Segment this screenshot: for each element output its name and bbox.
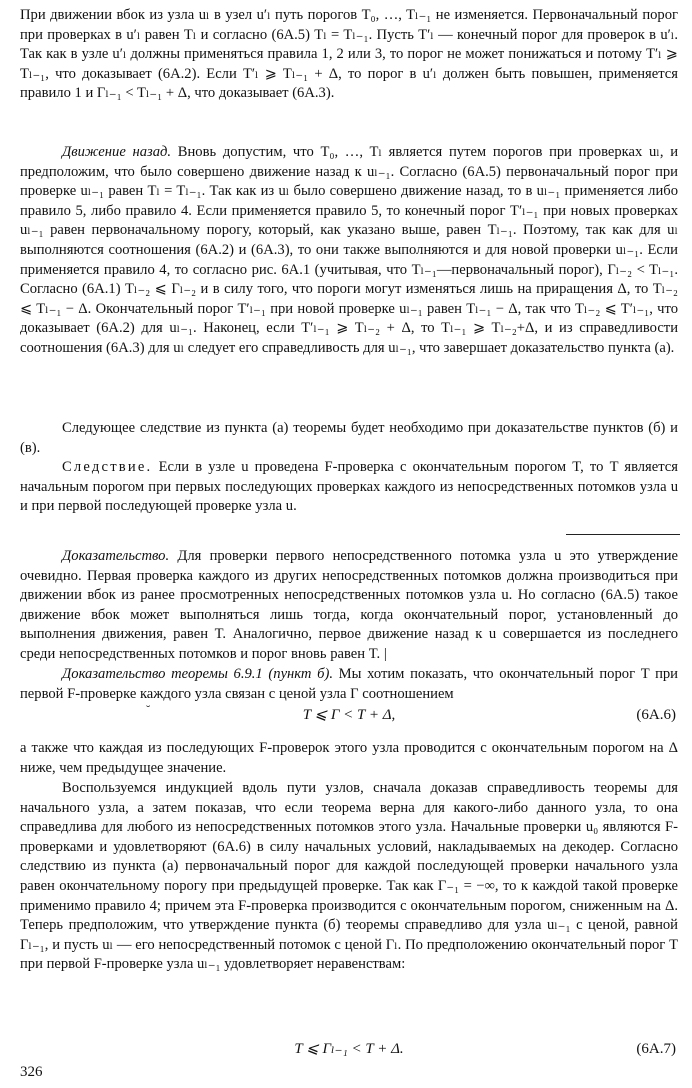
paragraph-theorem-proof	[20, 665, 678, 704]
paragraph-sideways-move	[20, 6, 678, 104]
paragraph-backward-move	[20, 143, 678, 359]
paragraph-corollary	[20, 458, 678, 517]
formula-number: (6A.7)	[636, 1041, 676, 1057]
paragraph-lead: Доказательство.	[62, 548, 170, 564]
paragraph-lead: Доказательство теоремы 6.9.1 (пункт б).	[62, 666, 333, 682]
paragraph-corollary-intro	[20, 419, 678, 458]
formula-number: (6A.6)	[636, 707, 676, 723]
paragraph-continuation	[20, 739, 678, 778]
paragraph-text: а также что каждая из последующих F-проверок этого узла проводится с окончательным порогом на Δ ниже, чем предыдущее значение.	[20, 740, 678, 776]
section-rule	[566, 534, 680, 535]
paragraph-lead: Движение назад.	[62, 144, 172, 160]
paragraph-text: Воспользуемся индукцией вдоль пути узлов, сначала доказав справедливость теоремы для начального узла, а затем показав, что если теорема верна для какого-либо данного узла, то она справедлива для любого из непосредственных потомков этого узла. Начальные проверки u₀ являются F-проверками и удовлетворяют (6A.6) в силу начальных условий, накладываемых на декодер. Согласно следствию из пункта (а) первоначальный порог для каждой последующей проверки начального узла равен окончательному порогу при предыдущей проверке. Так как Γ₋₁ = −∞, то к каждой такой проверке применимо правило 4; причем эта F-проверка производится с окончательным порогом, сниженным на Δ. Теперь предположим, что утверждение пункта (б) теоремы справедливо для узла uₗ₋₁ с ценой, равной Γₗ₋₁, и пусть uₗ — его непосредственный потомок с ценой Γₗ. По предположению окончательный порог T при первой F-проверке узла uₗ₋₁ удовлетворяет неравенствам:	[20, 780, 678, 973]
paragraph-text: При движении вбок из узла uₗ в узел u′ₗ путь порогов T₀, …, Tₗ₋₁ не изменяется. Первоначальный порог при проверках в u′ₗ равен Tₗ и согласно (6A.5) Tₗ = Tₗ₋₁. Пусть T′ₗ — конечный порог для проверок в u′ₗ. Так как в узле u′ₗ должны применяться правила 1, 2 или 3, то порог не может понижаться и потому T′ₗ ⩾ Tₗ₋₁, что доказывает (6A.2). Если T′ₗ ⩾ Tₗ₋₁ + Δ, то порог в u′ₗ должен быть повышен, применяется правило 1 и Γₗ₋₁ < Tₗ₋₁ + Δ, что доказывает (6A.3).	[20, 7, 678, 102]
paragraph-text: Вновь допустим, что T₀, …, Tₗ является путем порогов при проверках uₗ, и предположим, что было совершено движение назад к uₗ₋₁. Согласно (6A.5) первоначальный порог при проверке uₗ₋₁ равен Tₗ = Tₗ₋₁. Так как из uₗ было совершено движение назад, то в uₗ₋₁ применяется либо правило 5, либо правило 4. Если применяется правило 5, то конечный порог T′ₗ₋₁ при новых проверках uₗ₋₁ равен первоначальному порогу, который, как указано выше, равен Tₗ₋₁. Поэтому, так как для uₗ выполняются соотношения (6A.2) и (6A.3), то они также выполняются и для новой проверки uₗ₋₁. Если применяется правило 4, то согласно рис. 6A.1 (учитывая, что Tₗ₋₁—первоначальный порог), Γₗ₋₂ < Tₗ₋₁. Согласно (6A.1) Tₗ₋₂ ⩽ Γₗ₋₂ и в силу того, что пороги могут изменяться лишь на приращения Δ, то Tₗ₋₂ ⩽ Tₗ₋₁ − Δ. Окончательный порог T′ₗ₋₁ при новой проверке uₗ₋₁ равен Tₗ₋₁ − Δ, так что Tₗ₋₂ ⩽ T′ₗ₋₁, что доказывает (6A.2) для uₗ₋₁. Наконец, если T′ₗ₋₁ ⩾ Tₗ₋₂ + Δ, то Tₗ₋₁ ⩾ Tₗ₋₂+Δ, и из справедливости соотношения (6A.3) для uₗ следует его справедливость для uₗ₋₁, что завершает доказательство пункта (а).	[20, 144, 679, 356]
formula-6a6	[20, 703, 678, 727]
paragraph-induction	[20, 779, 678, 975]
formula-expression: T ⩽ Γ < T + Δ,	[302, 707, 396, 723]
paragraph-text: Если в узле u проведена F-проверка с окончательным порогом T, то T является начальным порогом при первых последующих проверках каждого из непосредственных потомков узла u и при первой последующей проверке узла u.	[20, 459, 678, 515]
stray-tick-mark: ˘	[146, 702, 151, 717]
paragraph-lead: Следствие.	[62, 459, 153, 475]
formula-expression: T ⩽ Γₗ₋₁ < T + Δ.	[294, 1041, 404, 1057]
paragraph-corollary-proof	[20, 547, 678, 665]
paragraph-text: Мы хотим показать, что окончательный порог T при первой F-проверке каждого узла связан с ценой узла Γ соотношением	[20, 666, 678, 702]
paragraph-text: Следующее следствие из пункта (а) теоремы будет необходимо при доказательстве пунктов (б) и (в).	[20, 420, 678, 456]
page-number: 326	[20, 1064, 43, 1080]
paragraph-text: Для проверки первого непосредственного потомка узла u это утверждение очевидно. Первая проверка каждого из других непосредственных потомков должна производиться при движении вбок из ранее просмотренных непосредственных потомков узла u. Но согласно (6A.5) такое движение вбок может выполняться лишь тогда, когда окончательный порог, установленный до выполнения движения, равен T. Аналогично, первое движение назад к u совершается из последнего среди непосредственных потомков и порог вновь равен T. |	[20, 548, 678, 662]
formula-6a7	[20, 1037, 678, 1061]
